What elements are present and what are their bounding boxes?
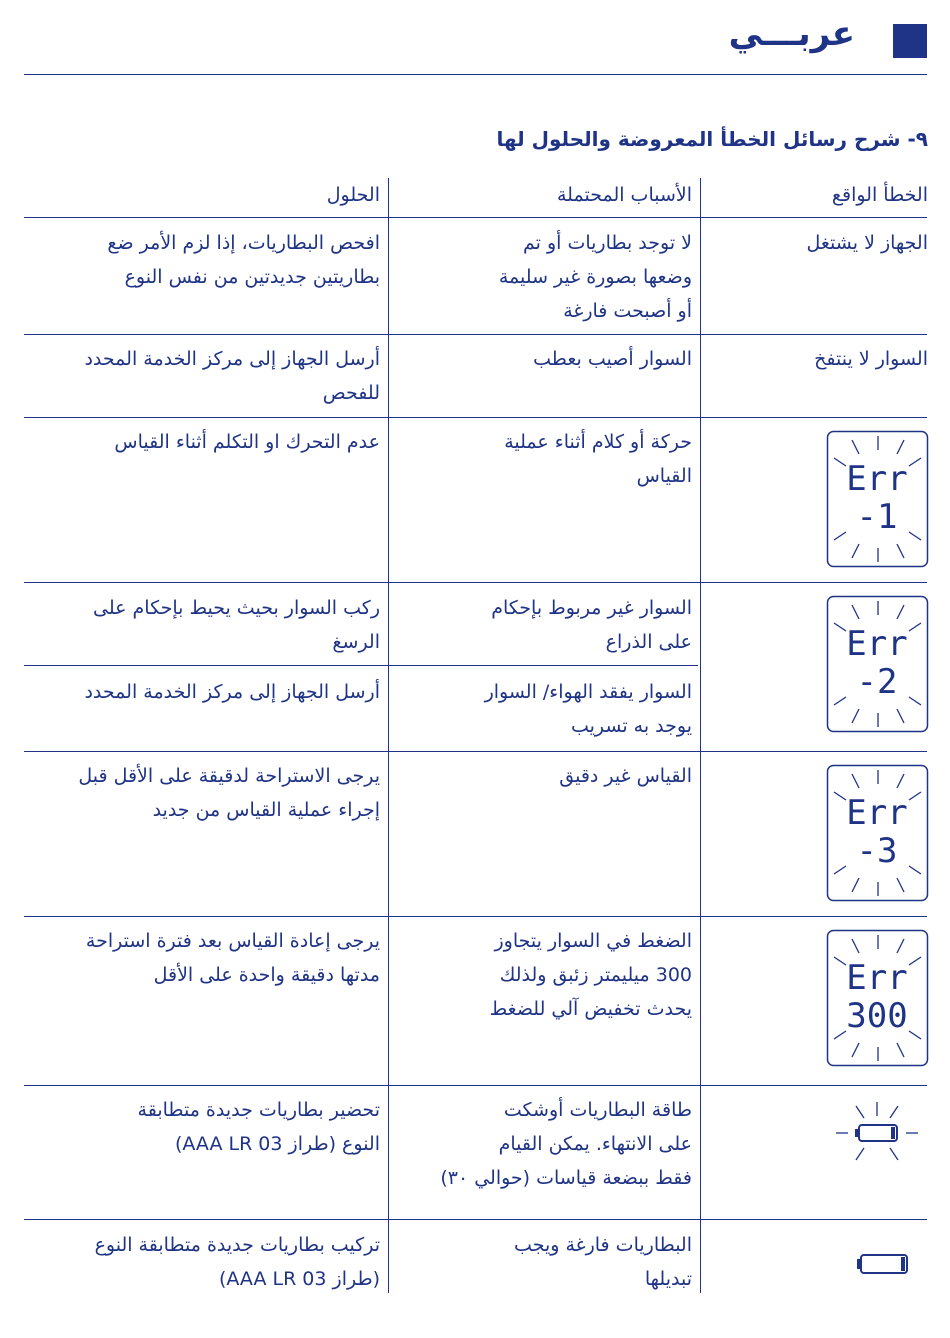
cause-line: فقط ببضعة قياسات (حوالي ٣٠) [440,1167,692,1189]
battery-low-blinking-icon [834,1098,920,1168]
row-divider [24,751,927,752]
cause-text [392,591,692,659]
language-label: عربـــي [728,14,855,54]
solution-line: عدم التحرك او التكلم أثناء القياس [114,431,380,453]
error-text: السوار لا ينتفخ [814,348,928,370]
cause-line: على الانتهاء. يمكن القيام [498,1133,692,1155]
cause-line: تبديلها [644,1268,692,1290]
lcd-error-display [826,929,929,1067]
lcd-line-2: -1 [856,497,898,537]
cause-line: طاقة البطاريات أوشكت [503,1099,692,1121]
cause-line: حركة أو كلام أثناء عملية [504,431,692,453]
cause-text [392,342,692,376]
cause-line: وضعها بصورة غير سليمة [498,266,692,288]
solution-line: للفحص [322,382,380,404]
cause-line: لا توجد بطاريات أو تم [522,232,692,254]
solution-line: مدتها دقيقة واحدة على الأقل [153,964,380,986]
lcd-error-display [826,595,929,733]
cause-text [392,226,692,328]
solution-line: إجراء عملية القياس من جديد [152,799,380,821]
solution-text [20,1093,380,1161]
battery-empty-icon [855,1251,911,1277]
lcd-line-1: Err [846,459,908,499]
row-divider [24,582,927,583]
cause-line: 300 ميليمتر زئبق ولذلك [499,964,692,986]
language-marker-square [893,24,927,58]
lcd-line-1: Err [846,624,908,664]
cause-line: السوار غير مربوط بإحكام [491,597,692,619]
section-heading: ٩- شرح رسائل الخطأ المعروضة والحلول لها [496,127,928,151]
row-divider [24,665,698,666]
column-header-cause: الأسباب المحتملة [557,184,692,206]
column-divider [388,178,389,1293]
solution-line: الرسغ [332,631,380,653]
row-divider [24,417,927,418]
cause-text [392,1228,692,1296]
cause-line: السوار أصيب بعطب [533,348,692,370]
solution-line: أرسل الجهاز إلى مركز الخدمة المحدد [84,348,380,370]
cause-line: القياس غير دقيق [559,765,692,787]
lcd-line-1: Err [846,793,908,833]
lcd-line-1: Err [846,958,908,998]
solution-text [20,425,380,459]
solution-text [20,342,380,410]
row-divider [24,217,927,218]
cause-line: الضغط في السوار يتجاوز [494,930,692,952]
cause-line: أو أصبحت فارغة [563,300,692,322]
column-header-error: الخطأ الواقع [831,184,928,206]
solution-line: ركب السوار بحيث يحيط بإحكام على [93,597,380,619]
solution-text [20,591,380,659]
solution-line: يرجى الاستراحة لدقيقة على الأقل قبل [78,765,380,787]
lcd-line-2: -2 [856,662,898,702]
solution-text [20,924,380,992]
cause-text [392,1093,692,1195]
cause-text [392,425,692,493]
cause-line: القياس [636,465,692,487]
cause-line: السوار يفقد الهواء/ السوار [484,681,692,703]
lcd-error-display [826,764,929,902]
page-header [0,0,950,78]
solution-text [20,226,380,294]
lcd-line-2: -3 [856,831,898,871]
cause-line: البطاريات فارغة ويجب [514,1234,692,1256]
solution-line: (طراز AAA LR 03) [218,1268,380,1290]
cause-line: على الذراع [605,631,692,653]
solution-text [20,1228,380,1296]
cause-text [392,675,692,743]
solution-line: يرجى إعادة القياس بعد فترة استراحة [85,930,380,952]
row-divider [24,334,927,335]
lcd-error-display [826,430,929,568]
lcd-line-2: 300 [846,996,908,1036]
row-divider [24,1085,927,1086]
cause-line: يوجد به تسريب [570,715,692,737]
solution-line: تركيب بطاريات جديدة متطابقة النوع [94,1234,380,1256]
solution-line: أرسل الجهاز إلى مركز الخدمة المحدد [84,681,380,703]
row-divider [24,916,927,917]
header-divider [24,74,927,75]
solution-line: بطاريتين جديدتين من نفس النوع [124,266,380,288]
solution-text [20,675,380,709]
cause-text [392,924,692,1026]
solution-text [20,759,380,827]
solution-line: تحضير بطاريات جديدة متطابقة [137,1099,380,1121]
solution-line: النوع (طراز AAA LR 03) [174,1133,380,1155]
column-header-solution: الحلول [326,184,380,206]
row-divider [24,1219,927,1220]
column-divider [700,178,701,1293]
cause-line: يحدث تخفيض آلي للضغط [489,998,692,1020]
cause-text [392,759,692,793]
solution-line: افحص البطاريات، إذا لزم الأمر ضع [107,232,380,254]
error-text: الجهاز لا يشتغل [806,232,928,254]
